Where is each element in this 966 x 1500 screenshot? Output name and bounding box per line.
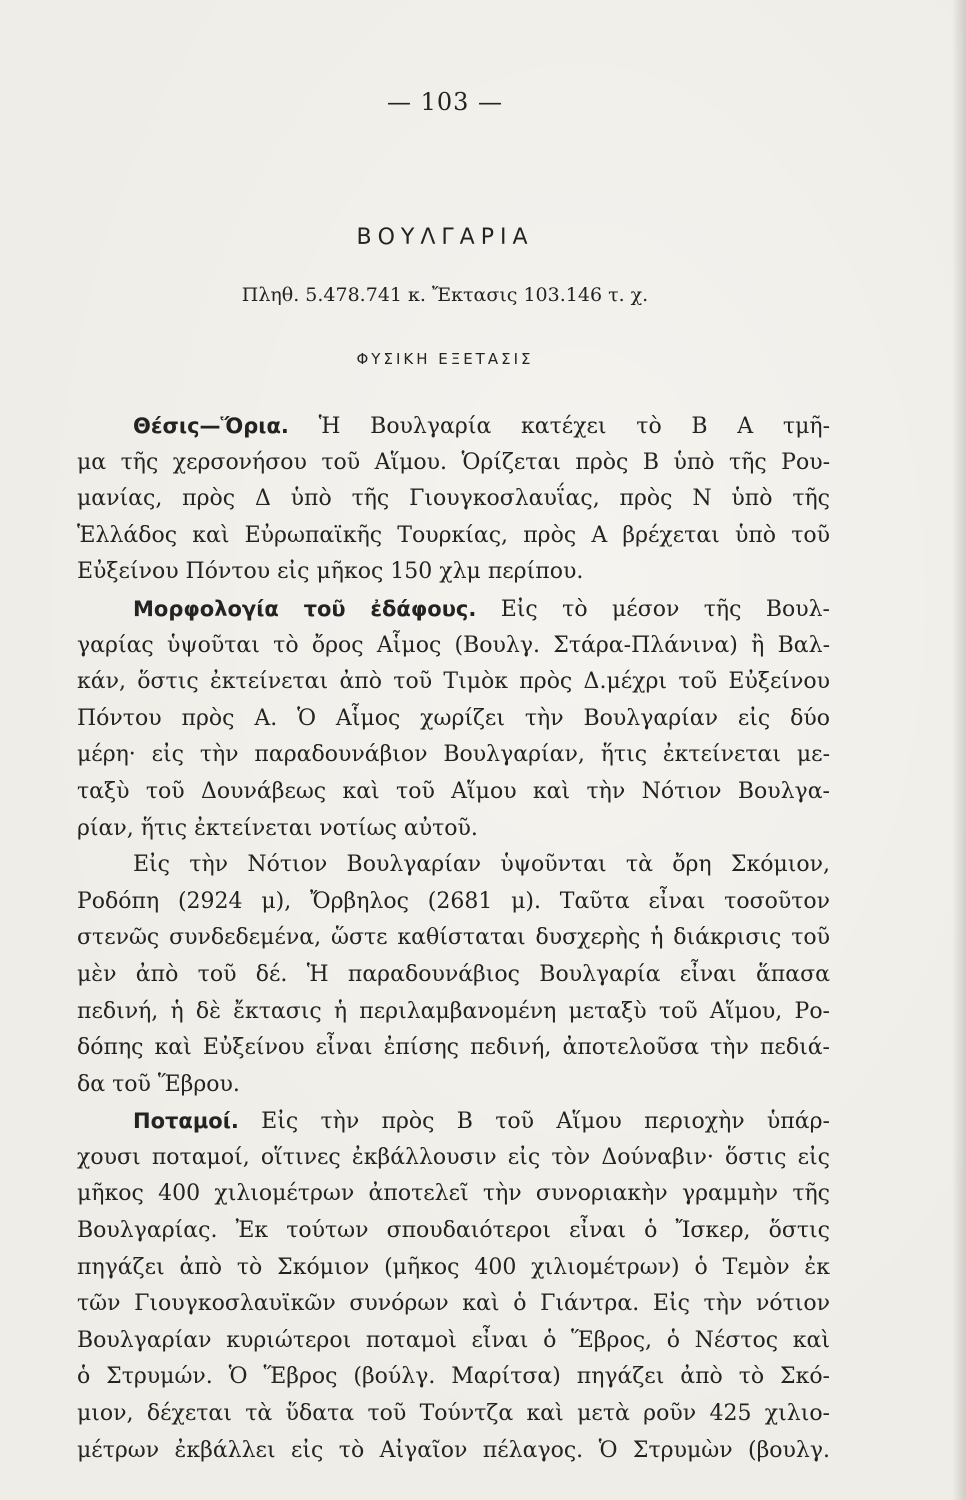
line-text: μα τῆς χερσονήσου τοῦ Αἵμου. Ὁρίζεται πρὸς Β ὑπὸ τῆς Ρου- <box>77 449 830 475</box>
line-text: Βουλγαρίαν κυριώτεροι ποταμοὶ εἶναι ὁ Ἕβρος, ὁ Νέστος καὶ <box>77 1327 830 1353</box>
line-text: δόπης καὶ Εὐξείνου εἶναι ἐπίσης πεδινή, ἀποτελοῦσα τὴν πεδιά- <box>77 1035 830 1061</box>
line-text: δα τοῦ Ἕβρου. <box>77 1071 240 1097</box>
text-line <box>77 554 830 591</box>
line-text: Ροδόπη (2924 μ), Ὄρβηλος (2681 μ). Ταῦτα εἶναι τοσοῦτον <box>77 888 830 914</box>
line-text: τῶν Γιουγκοσλαυϊκῶν συνόρων καὶ ὁ Γιάντρα. Εἰς τὴν νότιον <box>77 1291 830 1317</box>
text-line <box>77 774 830 811</box>
body-text <box>77 408 830 1469</box>
text-line <box>77 884 830 921</box>
line-text: μέρη· εἰς τὴν παραδουνάβιον Βουλγαρίαν, ἥτις ἐκτείνεται με- <box>77 742 830 768</box>
text-line <box>77 1213 830 1250</box>
text-line <box>77 957 830 994</box>
text-line <box>77 1286 830 1323</box>
text-line <box>77 1323 830 1360</box>
line-text: μιον, δέχεται τὰ ὕδατα τοῦ Τούντζα καὶ μετὰ ροῦν 425 χιλιο- <box>77 1401 830 1427</box>
line-text: ὁ Στρυμών. Ὁ Ἕβρος (βούλγ. Μαρίτσα) πηγάζει ἀπὸ τὸ Σκό- <box>77 1364 830 1390</box>
page-spine-shadow <box>952 0 966 1500</box>
text-line <box>77 628 830 665</box>
text-line <box>77 1067 830 1104</box>
line-text: μὲν ἀπὸ τοῦ δέ. Ἡ παραδουνάβιος Βουλγαρία εἶναι ἅπασα <box>77 961 830 987</box>
line-text: Βουλγαρίας. Ἐκ τούτων σπουδαιότεροι εἶναι ὁ Ἴσκερ, ὅστις <box>77 1218 830 1244</box>
text-line <box>77 1140 830 1177</box>
text-line <box>77 1396 830 1433</box>
paragraph-heading: Ποταμοί. <box>133 1109 239 1134</box>
text-line <box>77 445 830 482</box>
section-title: ΦΥΣΙΚΗ ΕΞΕΤΑΣΙΣ <box>356 350 534 368</box>
line-text: Ἑλλάδος καὶ Εὐρωπαϊκῆς Τουρκίας, πρὸς Α βρέχεται ὑπὸ τοῦ <box>77 522 830 548</box>
line-text: πηγάζει ἀπὸ τὸ Σκόμιον (μῆκος 400 χιλιομέτρων) ὁ Τεμὸν ἐκ <box>77 1254 830 1280</box>
page-number: — 103 — <box>386 88 504 116</box>
text-line <box>77 811 830 848</box>
line-text: Ἡ Βουλγαρία κατέχει τὸ Β Α τμῆ- <box>288 414 830 439</box>
line-text: μῆκος 400 χιλιομέτρων ἀποτελεῖ τὴν συνοριακὴν γραμμὴν τῆς <box>77 1181 830 1207</box>
text-line <box>77 920 830 957</box>
text-line <box>77 1250 830 1287</box>
line-text: πεδινή, ἡ δὲ ἔκτασις ἡ περιλαμβανομένη μεταξὺ τοῦ Αἵμου, Ρο- <box>77 998 830 1024</box>
text-line <box>77 481 830 518</box>
line-text: ρίαν, ἥτις ἐκτείνεται νοτίως αὐτοῦ. <box>77 815 478 841</box>
line-text: γαρίας ὑψοῦται τὸ ὄρος Αἷμος (Βουλγ. Στάρα-Πλάνινα) ἢ Βαλ- <box>77 632 830 658</box>
text-line <box>77 1433 830 1470</box>
line-text: Εἰς τὸ μέσον τῆς Βουλ- <box>476 596 830 622</box>
line-text: Εἰς τὴν Νότιον Βουλγαρίαν ὑψοῦνται τὰ ὄρη Σκόμιον, <box>133 852 830 878</box>
line-text: Εἰς τὴν πρὸς Β τοῦ Αἵμου περιοχὴν ὑπάρ- <box>238 1109 830 1135</box>
text-line <box>77 1103 830 1140</box>
text-line <box>77 994 830 1031</box>
text-line <box>77 701 830 738</box>
text-line <box>77 1030 830 1067</box>
line-text: χουσι ποταμοί, οἵτινες ἐκβάλλουσιν εἰς τὸν Δούναβιν· ὅστις εἰς <box>77 1144 830 1170</box>
text-line <box>77 518 830 555</box>
text-line <box>77 847 830 884</box>
text-line <box>77 664 830 701</box>
chapter-title: ΒΟΥΛΓΑΡΙΑ <box>356 225 534 250</box>
text-line <box>77 591 830 628</box>
text-line <box>77 737 830 774</box>
line-text: Εὐξείνου Πόντου εἰς μῆκος 150 χλμ περίπου. <box>77 559 584 585</box>
line-text: Πόντου πρὸς Α. Ὁ Αἷμος χωρίζει τὴν Βουλγαρίαν εἰς δύο <box>77 705 830 731</box>
line-text: κάν, ὅστις ἐκτείνεται ἀπὸ τοῦ Τιμὸκ πρὸς Δ.μέχρι τοῦ Εὐξείνου <box>77 669 830 695</box>
text-line <box>77 408 830 445</box>
paragraph-heading: Μορφολογία τοῦ ἐδάφους. <box>133 596 477 621</box>
text-line <box>77 1359 830 1396</box>
text-line <box>77 1176 830 1213</box>
population-area-stats: Πληθ. 5.478.741 κ. Ἔκτασις 103.146 τ. χ. <box>241 284 649 306</box>
line-text: ταξὺ τοῦ Δουνάβεως καὶ τοῦ Αἵμου καὶ τὴν Νότιον Βουλγα- <box>77 778 830 804</box>
line-text: μανίας, πρὸς Δ ὑπὸ τῆς Γιουγκοσλαυΐας, πρὸς Ν ὑπὸ τῆς <box>77 486 830 512</box>
line-text: στενῶς συνδεδεμένα, ὥστε καθίσταται δυσχερὴς ἡ διάκρισις τοῦ <box>77 925 830 951</box>
paragraph-heading: Θέσις—Ὅρια. <box>133 414 289 438</box>
line-text: μέτρων ἐκβάλλει εἰς τὸ Αἰγαῖον πέλαγος. Ὁ Στρυμὼν (βουλγ. <box>77 1437 830 1463</box>
